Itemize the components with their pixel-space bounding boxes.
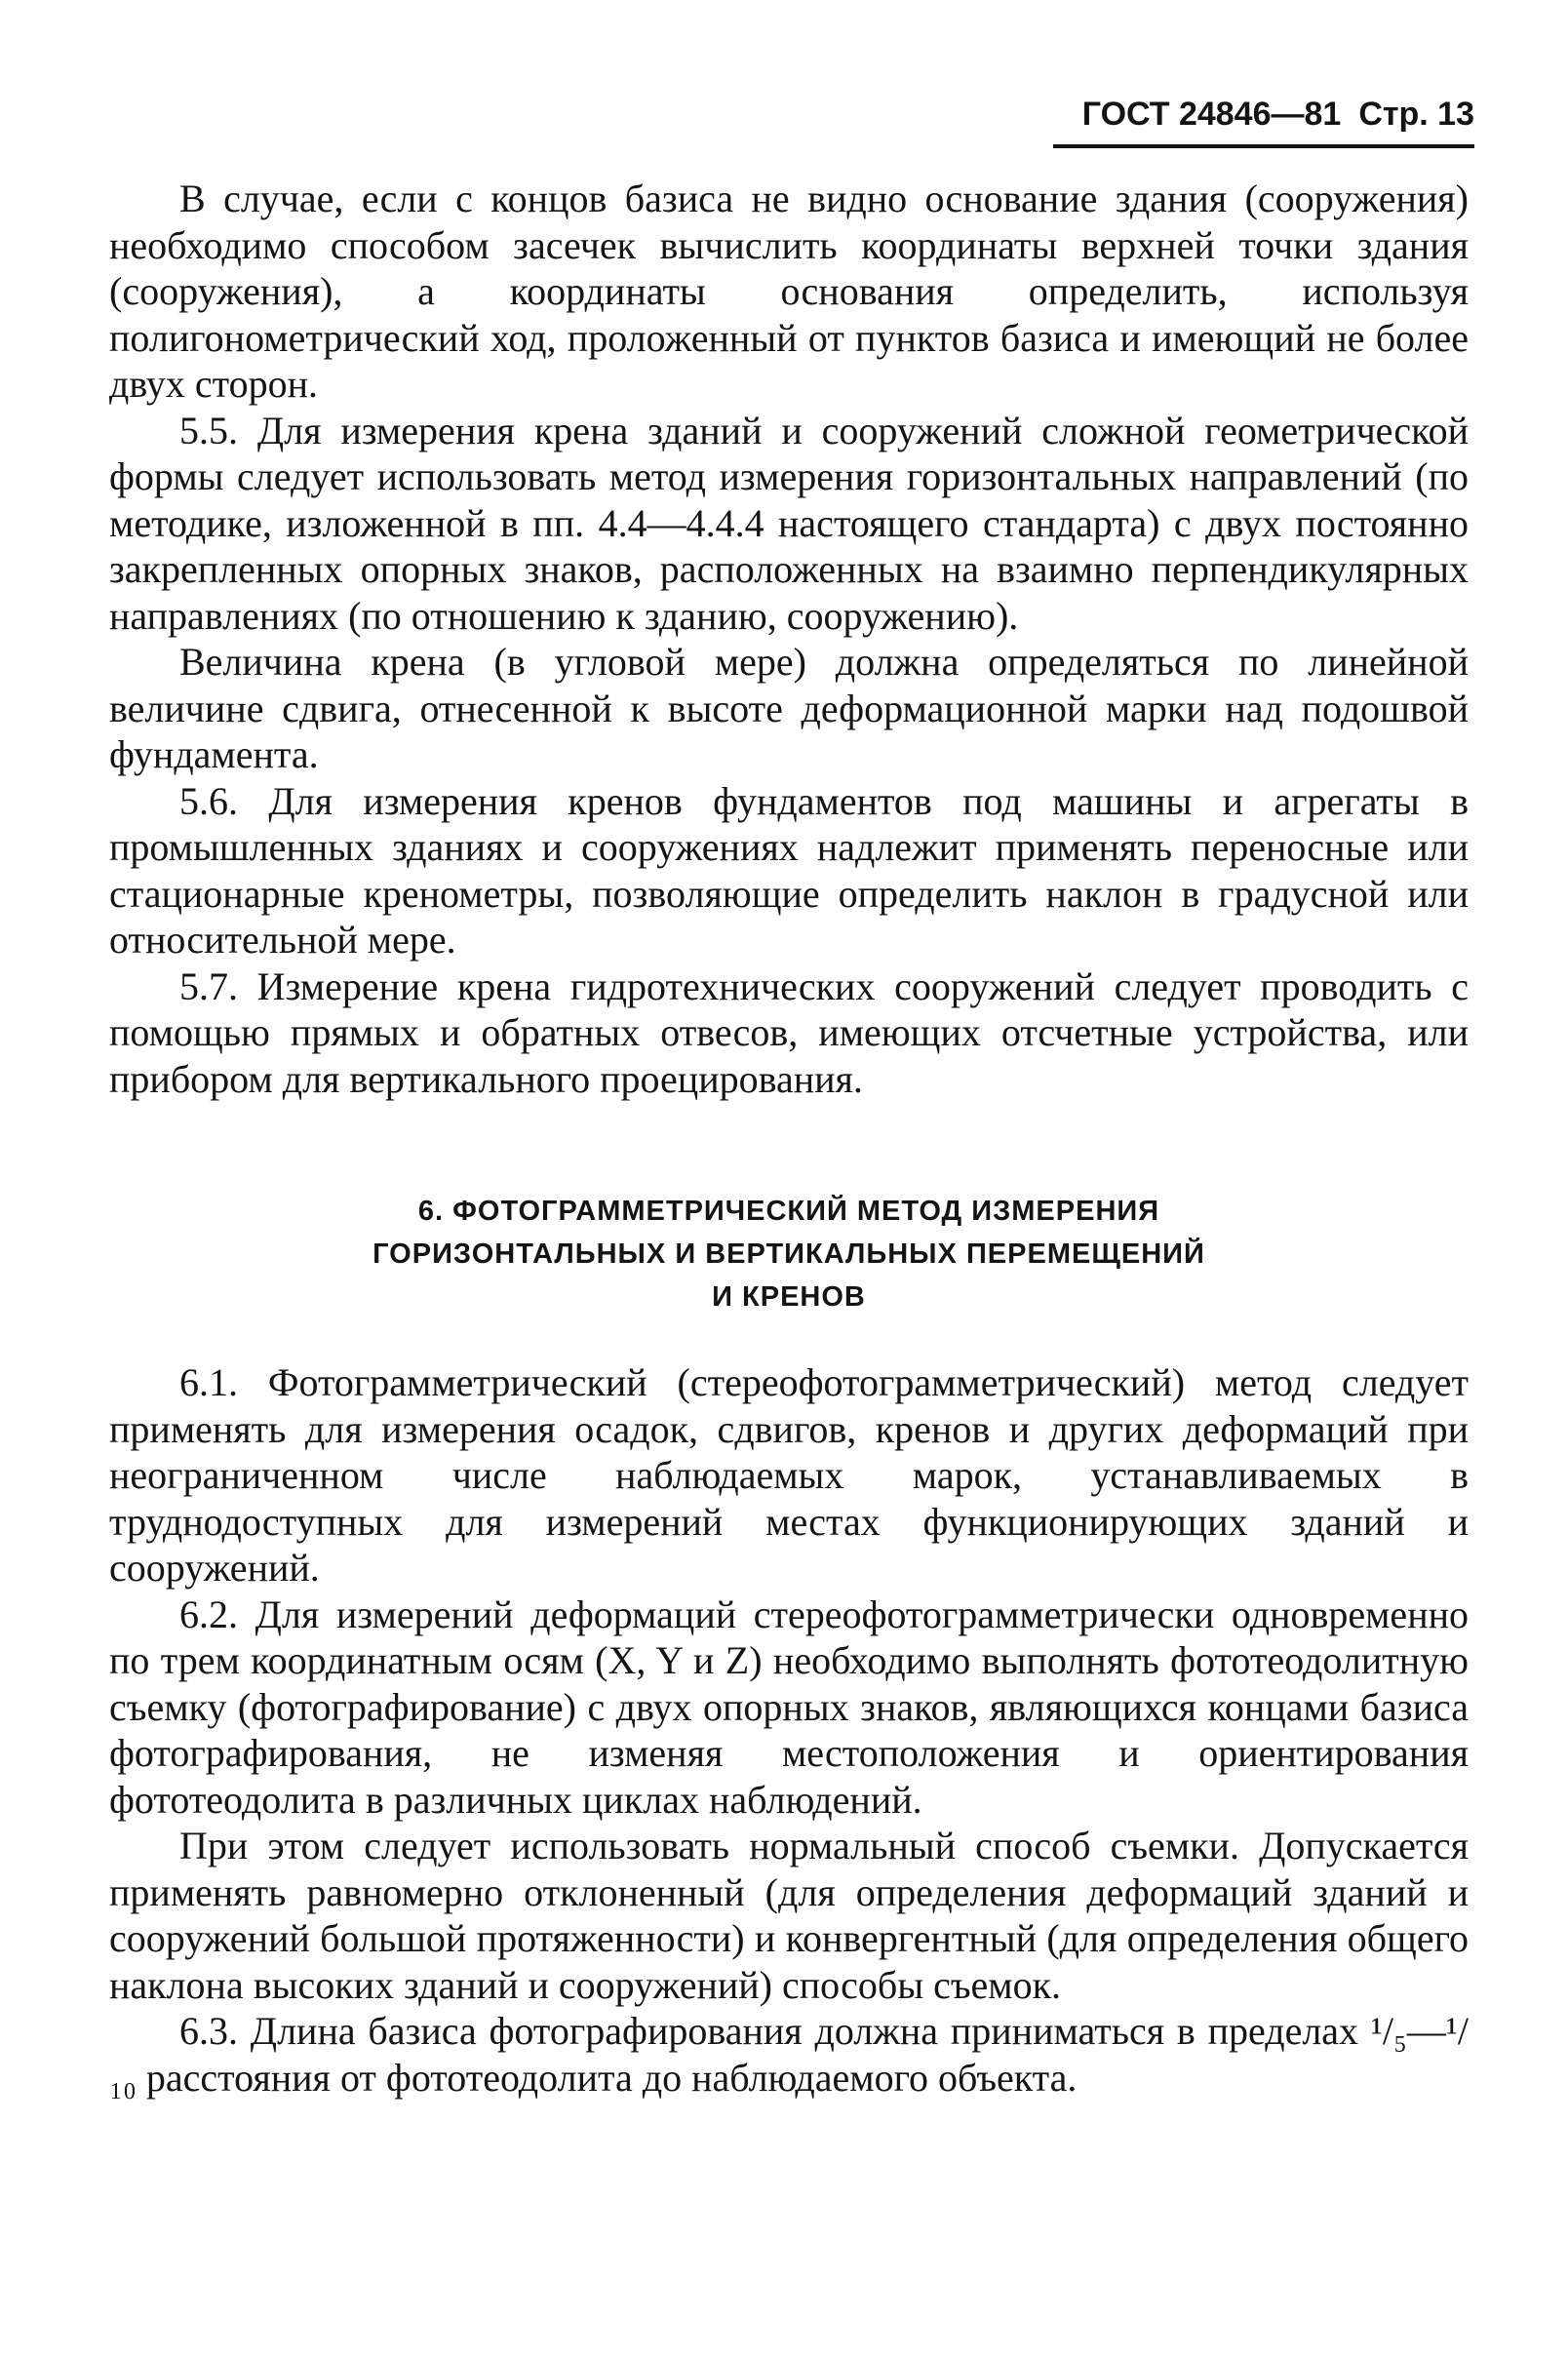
paragraph-5-5: 5.5. Для измерения крена зданий и сооружений сложной геометрической формы следует использовать метод измерения горизонтальных направлений (по методике, изложенной в пп. 4.4—4.4.4 настоящего стандарта) с двух постоянно закрепленных опорных знаков, расположенных на взаимно перпендикулярных направлениях (по отношению к зданию, сооружению). [109,408,1469,638]
paragraph-6-2: 6.2. Для измерений деформаций стереофотограмметрически одновременно по трем координатным осям (X, Y и Z) необходимо выполнять фототеодолитную съемку (фотографирование) с двух опорных знаков, являющихся концами базиса фотографирования, не изменяя местоположения и ориентирования фототеодолита в различных циклах наблюдений. [109,1592,1469,1822]
page-number: Стр. 13 [1358,96,1474,133]
section-title-line-1: 6. ФОТОГРАММЕТРИЧЕСКИЙ МЕТОД ИЗМЕРЕНИЯ [417,1196,1160,1227]
standard-number: ГОСТ 24846—81 [1081,96,1342,133]
page-header [1053,90,1474,148]
paragraph-basis-note: В случае, если с концов базиса не видно основание здания (сооружения) необходимо способом засечек вычислить координаты верхней точки здания (сооружения), а координаты основания определить, используя полигонометрический ход, проложенный от пунктов базиса и имеющий не более двух сторон. [109,177,1469,406]
paragraph-6-3: 6.3. Длина базиса фотографирования должна приниматься в пределах ¹/₅—¹/₁₀ расстояния от фототеодолита до наблюдаемого объекта. [109,2009,1469,2100]
section-title-line-2: ГОРИЗОНТАЛЬНЫХ И ВЕРТИКАЛЬНЫХ ПЕРЕМЕЩЕНИЙ [372,1238,1205,1270]
paragraph-6-1: 6.1. Фотограмметрический (стереофотограмметрический) метод следует применять для измерения осадок, сдвигов, кренов и других деформаций при неограниченном числе наблюдаемых марок, устанавливаемых в труднодоступных для измерений местах функционирующих зданий и сооружений. [109,1360,1469,1590]
section-6-title [109,1190,1469,1318]
document-body [109,176,1469,2101]
paragraph-survey-method: При этом следует использовать нормальный способ съемки. Допускается применять равномерно отклоненный (для определения деформаций зданий и сооружений большой протяженности) и конвергентный (для определения общего наклона высоких зданий и сооружений) способы съемок. [109,1824,1469,2007]
paragraph-5-7: 5.7. Измерение крена гидротехнических сооружений следует проводить с помощью прямых и обратных отвесов, имеющих отсчетные устройства, или прибором для вертикального проецирования. [109,963,1469,1101]
section-title-line-3: И КРЕНОВ [712,1281,866,1313]
paragraph-crane-angle: Величина крена (в угловой мере) должна определяться по линейной величине сдвига, отнесенной к высоте деформационной марки над подошвой фундамента. [109,640,1469,776]
paragraph-5-6: 5.6. Для измерения кренов фундаментов под машины и агрегаты в промышленных зданиях и сооружениях надлежит применять переносные или стационарные кренометры, позволяющие определить наклон в градусной или относительной мере. [109,778,1469,962]
